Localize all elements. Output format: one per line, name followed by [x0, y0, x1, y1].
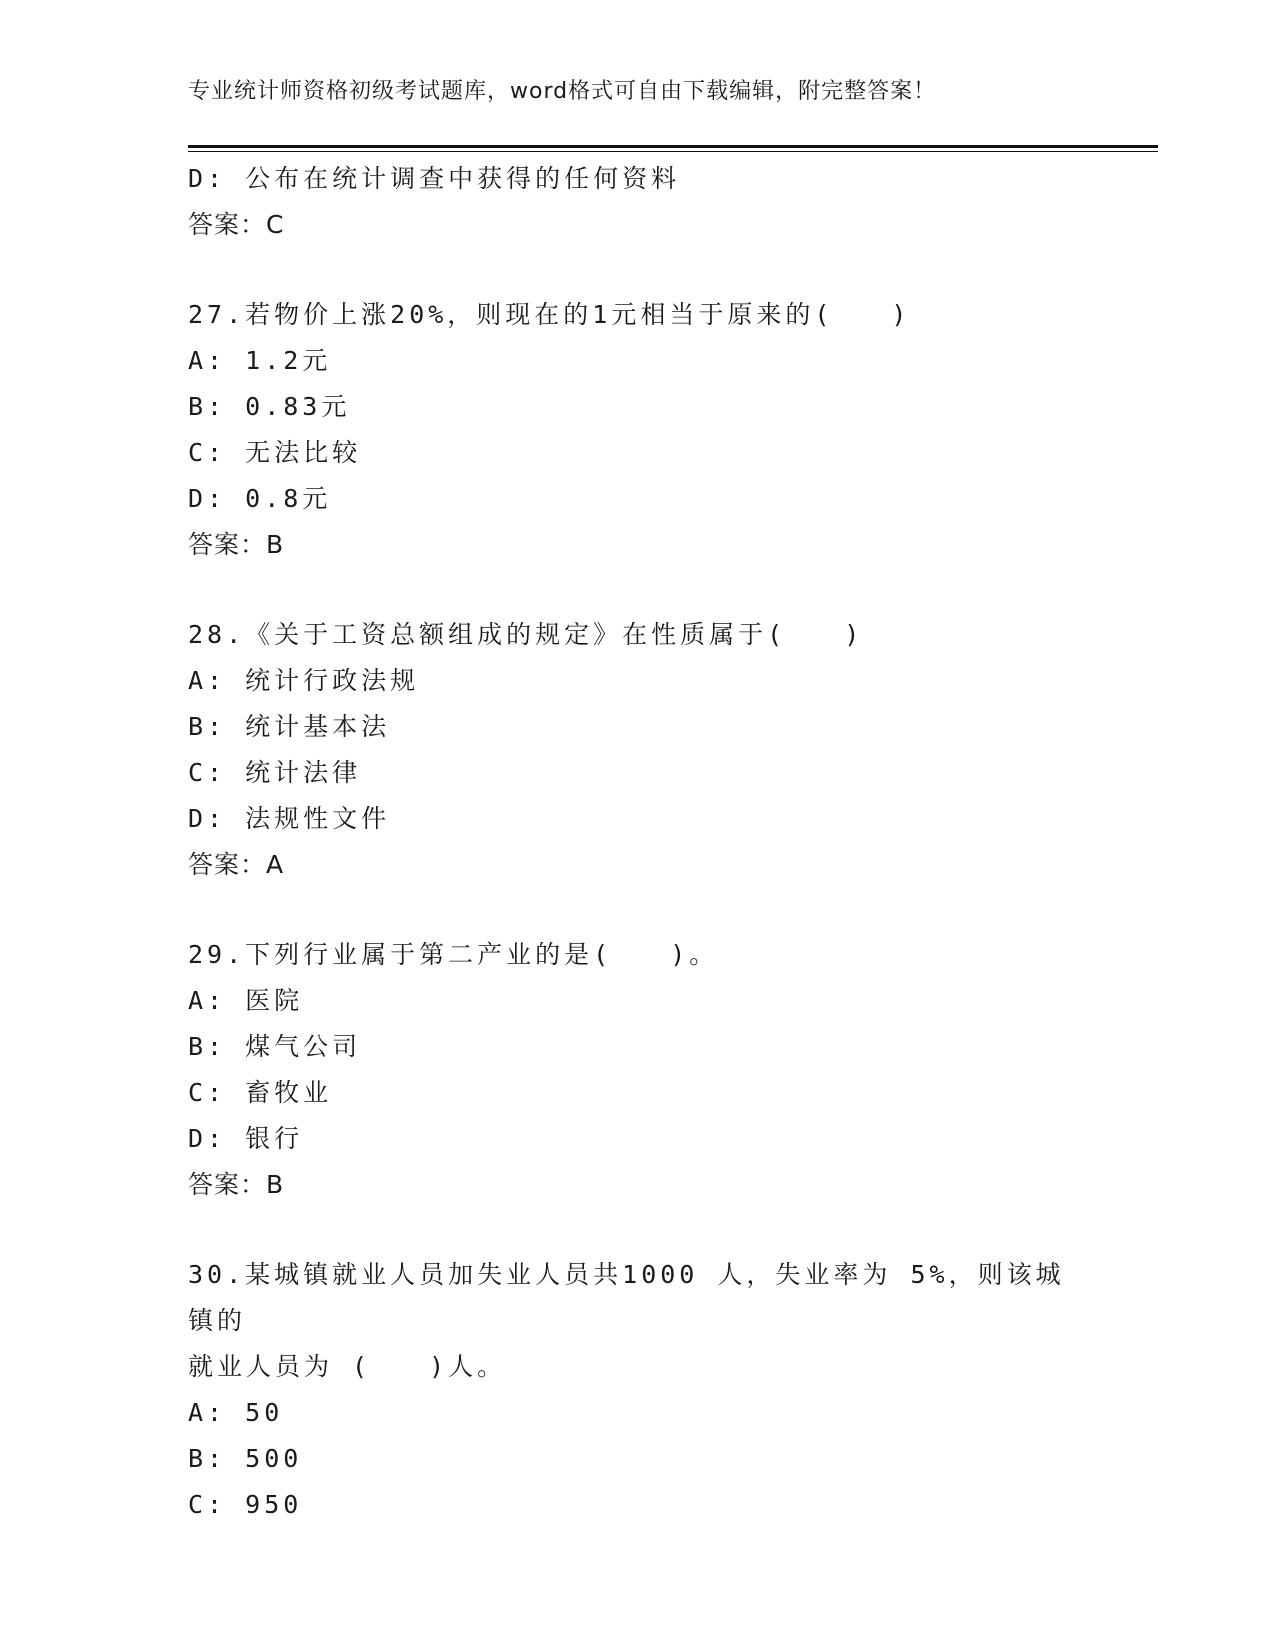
- option-a: A: 统计行政法规: [188, 666, 420, 695]
- option-b: B: 500: [188, 1444, 303, 1473]
- option-a: A: 1.2元: [188, 346, 332, 375]
- option-b: B: 0.83元: [188, 392, 351, 421]
- header-rule-thick: [188, 145, 1158, 148]
- answer-line: 答案：C: [188, 210, 285, 239]
- answer-line: 答案：B: [188, 530, 285, 559]
- question-title-line-2: 就业人员为 ( )人。: [188, 1352, 507, 1381]
- question-title-line-1: 30.某城镇就业人员加失业人员共1000 人，失业率为 5%，则该城镇的: [188, 1260, 1065, 1335]
- answer-line: 答案：A: [188, 850, 285, 879]
- header-rule-thin: [188, 151, 1158, 152]
- option-c: C: 无法比较: [188, 438, 362, 467]
- option-d: D: 0.8元: [188, 484, 332, 513]
- option-d: D: 银行: [188, 1124, 304, 1153]
- question-title: 28.《关于工资总额组成的规定》在性质属于( ): [188, 620, 864, 649]
- question-title: 29.下列行业属于第二产业的是( )。: [188, 940, 719, 969]
- question-list: [188, 156, 1088, 1528]
- option-d: D: 公布在统计调查中获得的任何资料: [188, 164, 681, 193]
- option-b: B: 煤气公司: [188, 1032, 362, 1061]
- page-header: 专业统计师资格初级考试题库，word格式可自由下载编辑，附完整答案！: [188, 79, 937, 104]
- question-28: [188, 612, 1088, 888]
- option-a: A: 医院: [188, 986, 304, 1015]
- option-c: C: 950: [188, 1490, 303, 1519]
- question-27: [188, 292, 1088, 568]
- option-c: C: 统计法律: [188, 758, 362, 787]
- answer-line: 答案：B: [188, 1170, 285, 1199]
- option-a: A: 50: [188, 1398, 284, 1427]
- option-d: D: 法规性文件: [188, 804, 391, 833]
- option-b: B: 统计基本法: [188, 712, 391, 741]
- question-29: [188, 932, 1088, 1208]
- option-c: C: 畜牧业: [188, 1078, 333, 1107]
- question-title: 27.若物价上涨20%，则现在的1元相当于原来的( ): [188, 300, 911, 329]
- question-30: [188, 1252, 1088, 1528]
